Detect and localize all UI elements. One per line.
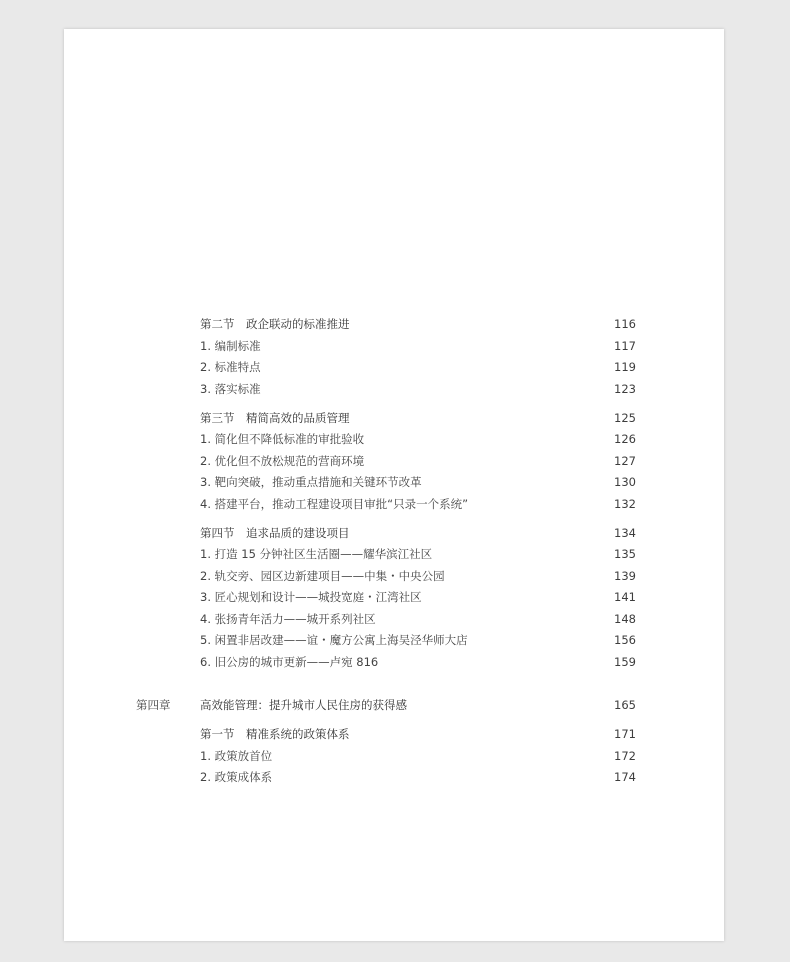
item-title: 2. 优化但不放松规范的营商环境 xyxy=(200,454,365,468)
chapter-title: 高效能管理：提升城市人民住房的获得感 xyxy=(200,698,407,712)
toc-item[interactable] xyxy=(64,767,724,787)
page-number: 171 xyxy=(614,727,636,741)
item-title: 4. 张扬青年活力——城开系列社区 xyxy=(200,612,376,626)
section-title: 第二节 政企联动的标准推进 xyxy=(200,317,350,331)
item-title: 4. 搭建平台，推动工程建设项目审批“只录一个系统” xyxy=(200,497,469,511)
section-title: 第三节 精简高效的品质管理 xyxy=(200,411,350,425)
item-title: 5. 闲置非居改建——谊・魔方公寓上海吴泾华师大店 xyxy=(200,633,468,647)
section-title: 第一节 精准系统的政策体系 xyxy=(200,727,350,741)
toc-chapter-4[interactable] xyxy=(64,695,724,715)
toc-item[interactable] xyxy=(64,357,724,377)
item-title: 1. 编制标准 xyxy=(200,339,261,353)
toc-section-1[interactable] xyxy=(64,724,724,744)
page-number: 125 xyxy=(614,411,636,425)
page-number: 159 xyxy=(614,655,636,669)
toc-item[interactable] xyxy=(64,336,724,356)
toc-section-4[interactable] xyxy=(64,523,724,543)
item-title: 2. 标准特点 xyxy=(200,360,261,374)
page-number: 116 xyxy=(614,317,636,331)
section-title: 第四节 追求品质的建设项目 xyxy=(200,526,350,540)
toc-item[interactable] xyxy=(64,652,724,672)
chapter-label: 第四章 xyxy=(136,698,171,712)
toc-item[interactable] xyxy=(64,609,724,629)
item-title: 2. 政策成体系 xyxy=(200,770,273,784)
toc-item[interactable] xyxy=(64,379,724,399)
page-number: 165 xyxy=(614,698,636,712)
toc-item[interactable] xyxy=(64,429,724,449)
page-number: 172 xyxy=(614,749,636,763)
toc-item[interactable] xyxy=(64,630,724,650)
page-number: 135 xyxy=(614,547,636,561)
toc-item[interactable] xyxy=(64,587,724,607)
page-number: 117 xyxy=(614,339,636,353)
toc-item[interactable] xyxy=(64,544,724,564)
page-number: 119 xyxy=(614,360,636,374)
page-number: 156 xyxy=(614,633,636,647)
item-title: 3. 靶向突破，推动重点措施和关键环节改革 xyxy=(200,475,422,489)
page-number: 130 xyxy=(614,475,636,489)
page-number: 148 xyxy=(614,612,636,626)
page-number: 139 xyxy=(614,569,636,583)
toc-item[interactable] xyxy=(64,746,724,766)
toc-item[interactable] xyxy=(64,566,724,586)
book-page xyxy=(64,29,724,941)
item-title: 3. 匠心规划和设计——城投宽庭・江湾社区 xyxy=(200,590,422,604)
toc-item[interactable] xyxy=(64,451,724,471)
item-title: 1. 打造 15 分钟社区生活圈——耀华滨江社区 xyxy=(200,547,433,561)
page-number: 174 xyxy=(614,770,636,784)
page-number: 141 xyxy=(614,590,636,604)
item-title: 2. 轨交旁、园区边新建项目——中集・中央公园 xyxy=(200,569,445,583)
item-title: 6. 旧公房的城市更新——卢宛 816 xyxy=(200,655,379,669)
page-number: 126 xyxy=(614,432,636,446)
item-title: 3. 落实标准 xyxy=(200,382,261,396)
toc-item[interactable] xyxy=(64,472,724,492)
page-number: 134 xyxy=(614,526,636,540)
item-title: 1. 简化但不降低标准的审批验收 xyxy=(200,432,365,446)
page-number: 132 xyxy=(614,497,636,511)
page-number: 127 xyxy=(614,454,636,468)
toc-section-2[interactable] xyxy=(64,314,724,334)
page-number: 123 xyxy=(614,382,636,396)
item-title: 1. 政策放首位 xyxy=(200,749,273,763)
toc-item[interactable] xyxy=(64,494,724,514)
toc-section-3[interactable] xyxy=(64,408,724,428)
